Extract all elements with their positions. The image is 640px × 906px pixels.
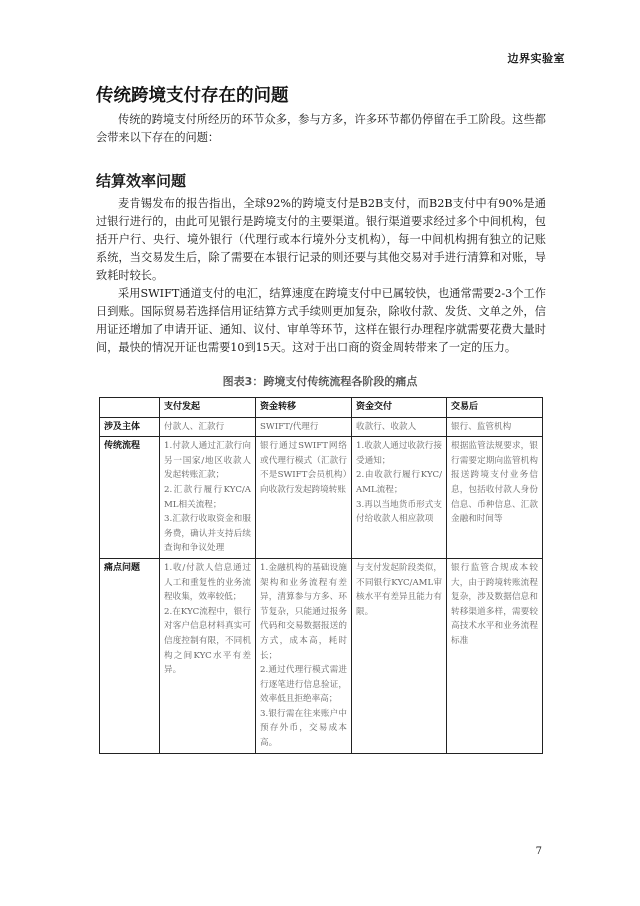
table-cell (256, 437, 352, 559)
table-cell (160, 417, 256, 437)
cell-text: 与支付发起阶段类似，不同银行KYC/AML审核水平有差异且能力有限。 (356, 562, 442, 617)
table-row (100, 558, 543, 753)
table-cell (352, 437, 447, 559)
table-cell (447, 417, 543, 437)
cell-text: 3.汇款行收取资金和服务费，确认并支持后续查询和争议处理 (164, 514, 251, 554)
table-cell (256, 417, 352, 437)
table-row (100, 417, 543, 437)
section-title: 传统跨境支付存在的问题 (96, 86, 289, 106)
subsection-title: 结算效率问题 (96, 172, 187, 190)
table-cell (352, 417, 447, 437)
table-cell (160, 558, 256, 753)
table-cell (256, 558, 352, 753)
cell-text: 3.银行需在往来账户中预存外币，交易成本高。 (260, 708, 347, 749)
cell-text: 银行监管合规成本较大，由于跨境转账流程复杂，涉及数据信息和转移渠道多样，需要较高技术水平和业务流程标准 (451, 562, 538, 646)
cell-text: 收款行、收款人 (356, 421, 417, 432)
cell-text: 1.收款人通过收款行接受通知； (356, 441, 442, 466)
page-number: 7 (535, 846, 542, 857)
cell-text: 2.通过代理行模式需进行逐笔进行信息验证，效率低且拒绝率高； (260, 665, 347, 705)
table-cell (447, 558, 543, 753)
table-header-row (100, 398, 543, 418)
pain-points-table (99, 397, 543, 754)
column-header: 交易后 (447, 398, 543, 418)
cell-text: 付款人、汇款行 (164, 421, 225, 432)
cell-text: 2.在KYC流程中，银行对客户信息材料真实可信度控制有限，不同机构之间KYC水平有差异。 (164, 606, 251, 676)
table-corner (100, 398, 160, 418)
table-cell (352, 558, 447, 753)
cell-text: 3.再以当地货币形式支付给收款人相应款项 (356, 499, 442, 525)
cell-text: 2.汇款行履行KYC/AML相关流程； (164, 484, 251, 510)
table-row (100, 437, 543, 559)
efficiency-paragraph-2: 采用SWIFT通道支付的电汇，结算速度在跨境支付中已属较快，也通常需要2-3个工作日到账。国际贸易若选择信用证结算方式手续则更加复杂，除收付款、发货、文单之外，信用证还增加了申请开证、通知、议付、审单等环节，这样在银行办理程序就需要花费大量时间，最快的情况开证也需要10到15天。这对于出口商的资金周转带来了一定的压力。 (96, 287, 546, 354)
row-header: 传统流程 (100, 437, 160, 559)
figure-title: 图表3：跨境支付传统流程各阶段的痛点 (222, 375, 418, 388)
efficiency-paragraph-1: 麦肯锡发布的报告指出，全球92%的跨境支付是B2B支付，而B2B支付中有90%是通过银行进行的，由此可见银行是跨境支付的主要渠道。银行渠道要求经过多个中间机构，包括开户行、央行、境外银行（代理行或本行境外分支机构），每一中间机构拥有独立的记账系统，当交易发生后，除了需要在本银行记录的则还要与其他交易对手进行清算和对账，导致耗时较长。 (96, 197, 546, 282)
row-header: 痛点问题 (100, 558, 160, 753)
column-header: 资金交付 (352, 398, 447, 418)
cell-text: 银行通过SWIFT网络或代理行模式（汇款行不是SWIFT会员机构）向收款行发起跨境转账 (260, 441, 347, 495)
brand-logo: 边界实验室 (507, 52, 565, 65)
cell-text: 1.收/付款人信息通过人工和重复性的业务流程收集，效率较低； (164, 562, 251, 603)
cell-text: 2.由收款行履行KYC/AML流程； (356, 470, 442, 495)
cell-text: 1.金融机构的基础设施架构和业务流程有差异，清算参与方多、环节复杂，只能通过报务代码和交易数据报送的方式，成本高，耗时长； (260, 562, 347, 661)
column-header: 支付发起 (160, 398, 256, 418)
cell-text: 1.付款人通过汇款行向另一国家/地区收款人发起转账汇款； (164, 441, 251, 481)
row-header: 涉及主体 (100, 417, 160, 437)
column-header: 资金转移 (256, 398, 352, 418)
intro-paragraph: 传统的跨境支付所经历的环节众多，参与方多，许多环节都仍停留在手工阶段。这些都会带来以下存在的问题： (96, 113, 546, 144)
cell-text: 根据监管法规要求，银行需要定期向监管机构报送跨境支付业务信息，包括收付款人身份信息、币种信息、汇款金融和时间等 (451, 441, 538, 525)
cell-text: SWIFT/代理行 (260, 421, 319, 432)
table-cell (160, 437, 256, 559)
cell-text: 银行、监管机构 (451, 421, 512, 432)
table-cell (447, 437, 543, 559)
